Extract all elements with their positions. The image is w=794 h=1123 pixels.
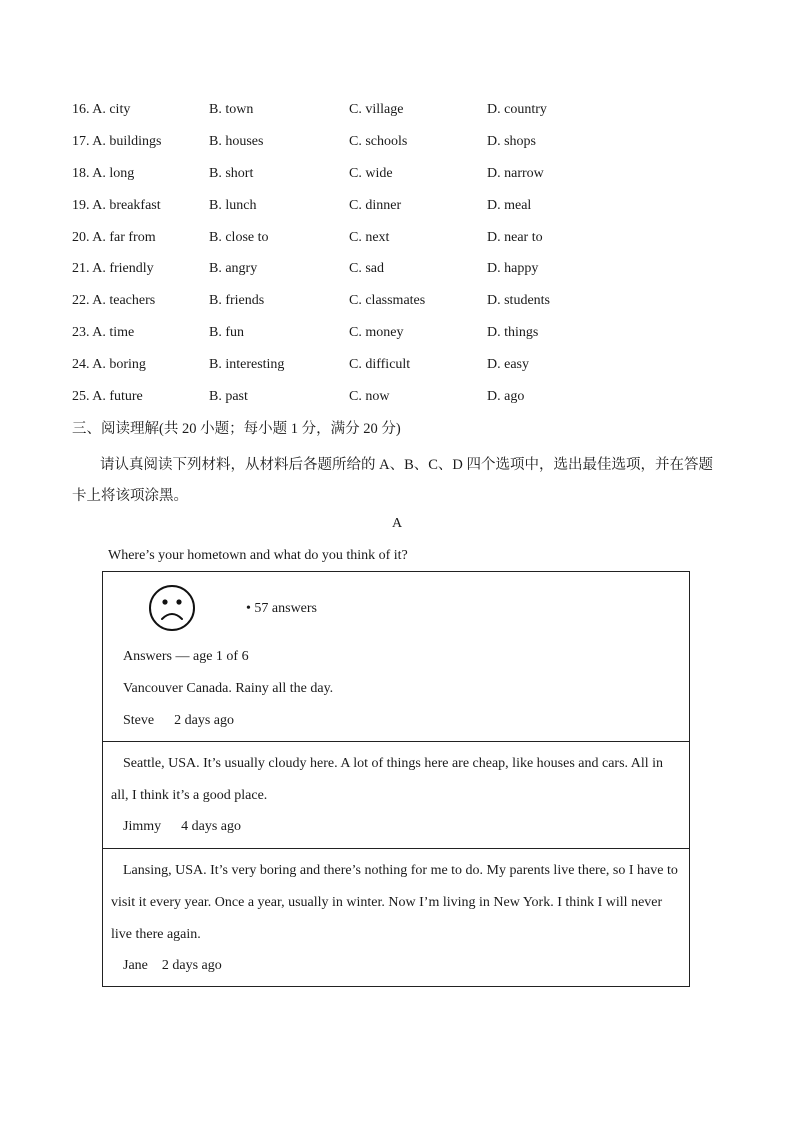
option-c: C. difficult [349,357,411,372]
option-row-21 [72,259,692,279]
passage-question: Where’s your hometown and what do you think of it? [108,548,408,563]
post-time: 4 days ago [181,819,242,834]
post-text: Seattle, USA. It’s usually cloudy here. A lot of things here are cheap, like houses and cars. All in all, I think it’s a good place. [111,756,664,803]
option-b: B. short [209,166,254,181]
answers-count: • 57 answers [246,601,317,616]
section-instruction: 请认真阅读下列材料，从材料后各题所给的 A、B、C、D 四个选项中，选出最佳选项，并在答题卡上将该项涂黑。 [72,457,714,504]
option-row-19 [72,196,692,216]
sad-face-icon [148,584,196,632]
option-b: B. town [209,102,254,117]
option-a: 17. A. buildings [72,134,162,149]
option-d: D. narrow [487,166,544,181]
post-text: Lansing, USA. It’s very boring and there’s nothing for me to do. My parents live there, so I have to visit it every year. Once a year, usually in winter. Now I’m living in New York. I think I will never live there again. [111,863,678,942]
option-a: 20. A. far from [72,230,156,245]
option-b: B. friends [209,293,265,308]
post-author [123,956,222,976]
section-title: 三、阅读理解(共 20 小题；每小题 1 分，满分 20 分) [72,421,401,437]
option-a: 16. A. city [72,102,131,117]
option-a: 23. A. time [72,325,135,340]
answer-box-2 [102,741,690,849]
author-name: Jimmy [123,819,162,834]
option-b: B. angry [209,261,258,276]
post-author [123,711,234,731]
option-row-23 [72,323,692,343]
author-name: Jane [123,958,148,973]
option-c: C. wide [349,166,393,181]
option-c: C. dinner [349,198,402,213]
option-d: D. country [487,102,547,117]
option-d: D. near to [487,230,543,245]
option-b: B. close to [209,230,269,245]
passage-label: A [391,516,403,531]
option-b: B. interesting [209,357,285,372]
post-time: 2 days ago [161,958,222,973]
author-name: Steve [123,713,155,728]
option-d: D. things [487,325,539,340]
option-d: D. easy [487,357,529,372]
option-row-17 [72,132,692,152]
option-c: C. sad [349,261,384,276]
option-c: C. now [349,389,390,404]
option-a: 24. A. boring [72,357,146,372]
option-row-24 [72,355,692,375]
post-time: 2 days ago [174,713,234,728]
option-a: 19. A. breakfast [72,198,161,213]
option-c: C. next [349,230,390,245]
answers-page: Answers — age 1 of 6 [123,649,249,664]
option-c: C. money [349,325,404,340]
option-row-25 [72,387,692,407]
option-row-18 [72,164,692,184]
answer-box-1 [102,571,690,742]
option-a: 18. A. long [72,166,135,181]
option-c: C. classmates [349,293,426,308]
option-b: B. fun [209,325,244,340]
option-a: 21. A. friendly [72,261,154,276]
option-row-16 [72,100,692,120]
option-d: D. happy [487,261,539,276]
option-b: B. lunch [209,198,257,213]
option-d: D. students [487,293,550,308]
option-d: D. meal [487,198,532,213]
option-a: 25. A. future [72,389,143,404]
option-b: B. past [209,389,248,404]
post-author [123,817,241,837]
option-d: D. ago [487,389,525,404]
option-row-20 [72,228,692,248]
option-a: 22. A. teachers [72,293,156,308]
answer-box-3 [102,848,690,987]
option-b: B. houses [209,134,264,149]
option-c: C. schools [349,134,408,149]
option-d: D. shops [487,134,537,149]
option-c: C. village [349,102,404,117]
option-row-22 [72,291,692,311]
post-text: Vancouver Canada. Rainy all the day. [123,681,334,696]
